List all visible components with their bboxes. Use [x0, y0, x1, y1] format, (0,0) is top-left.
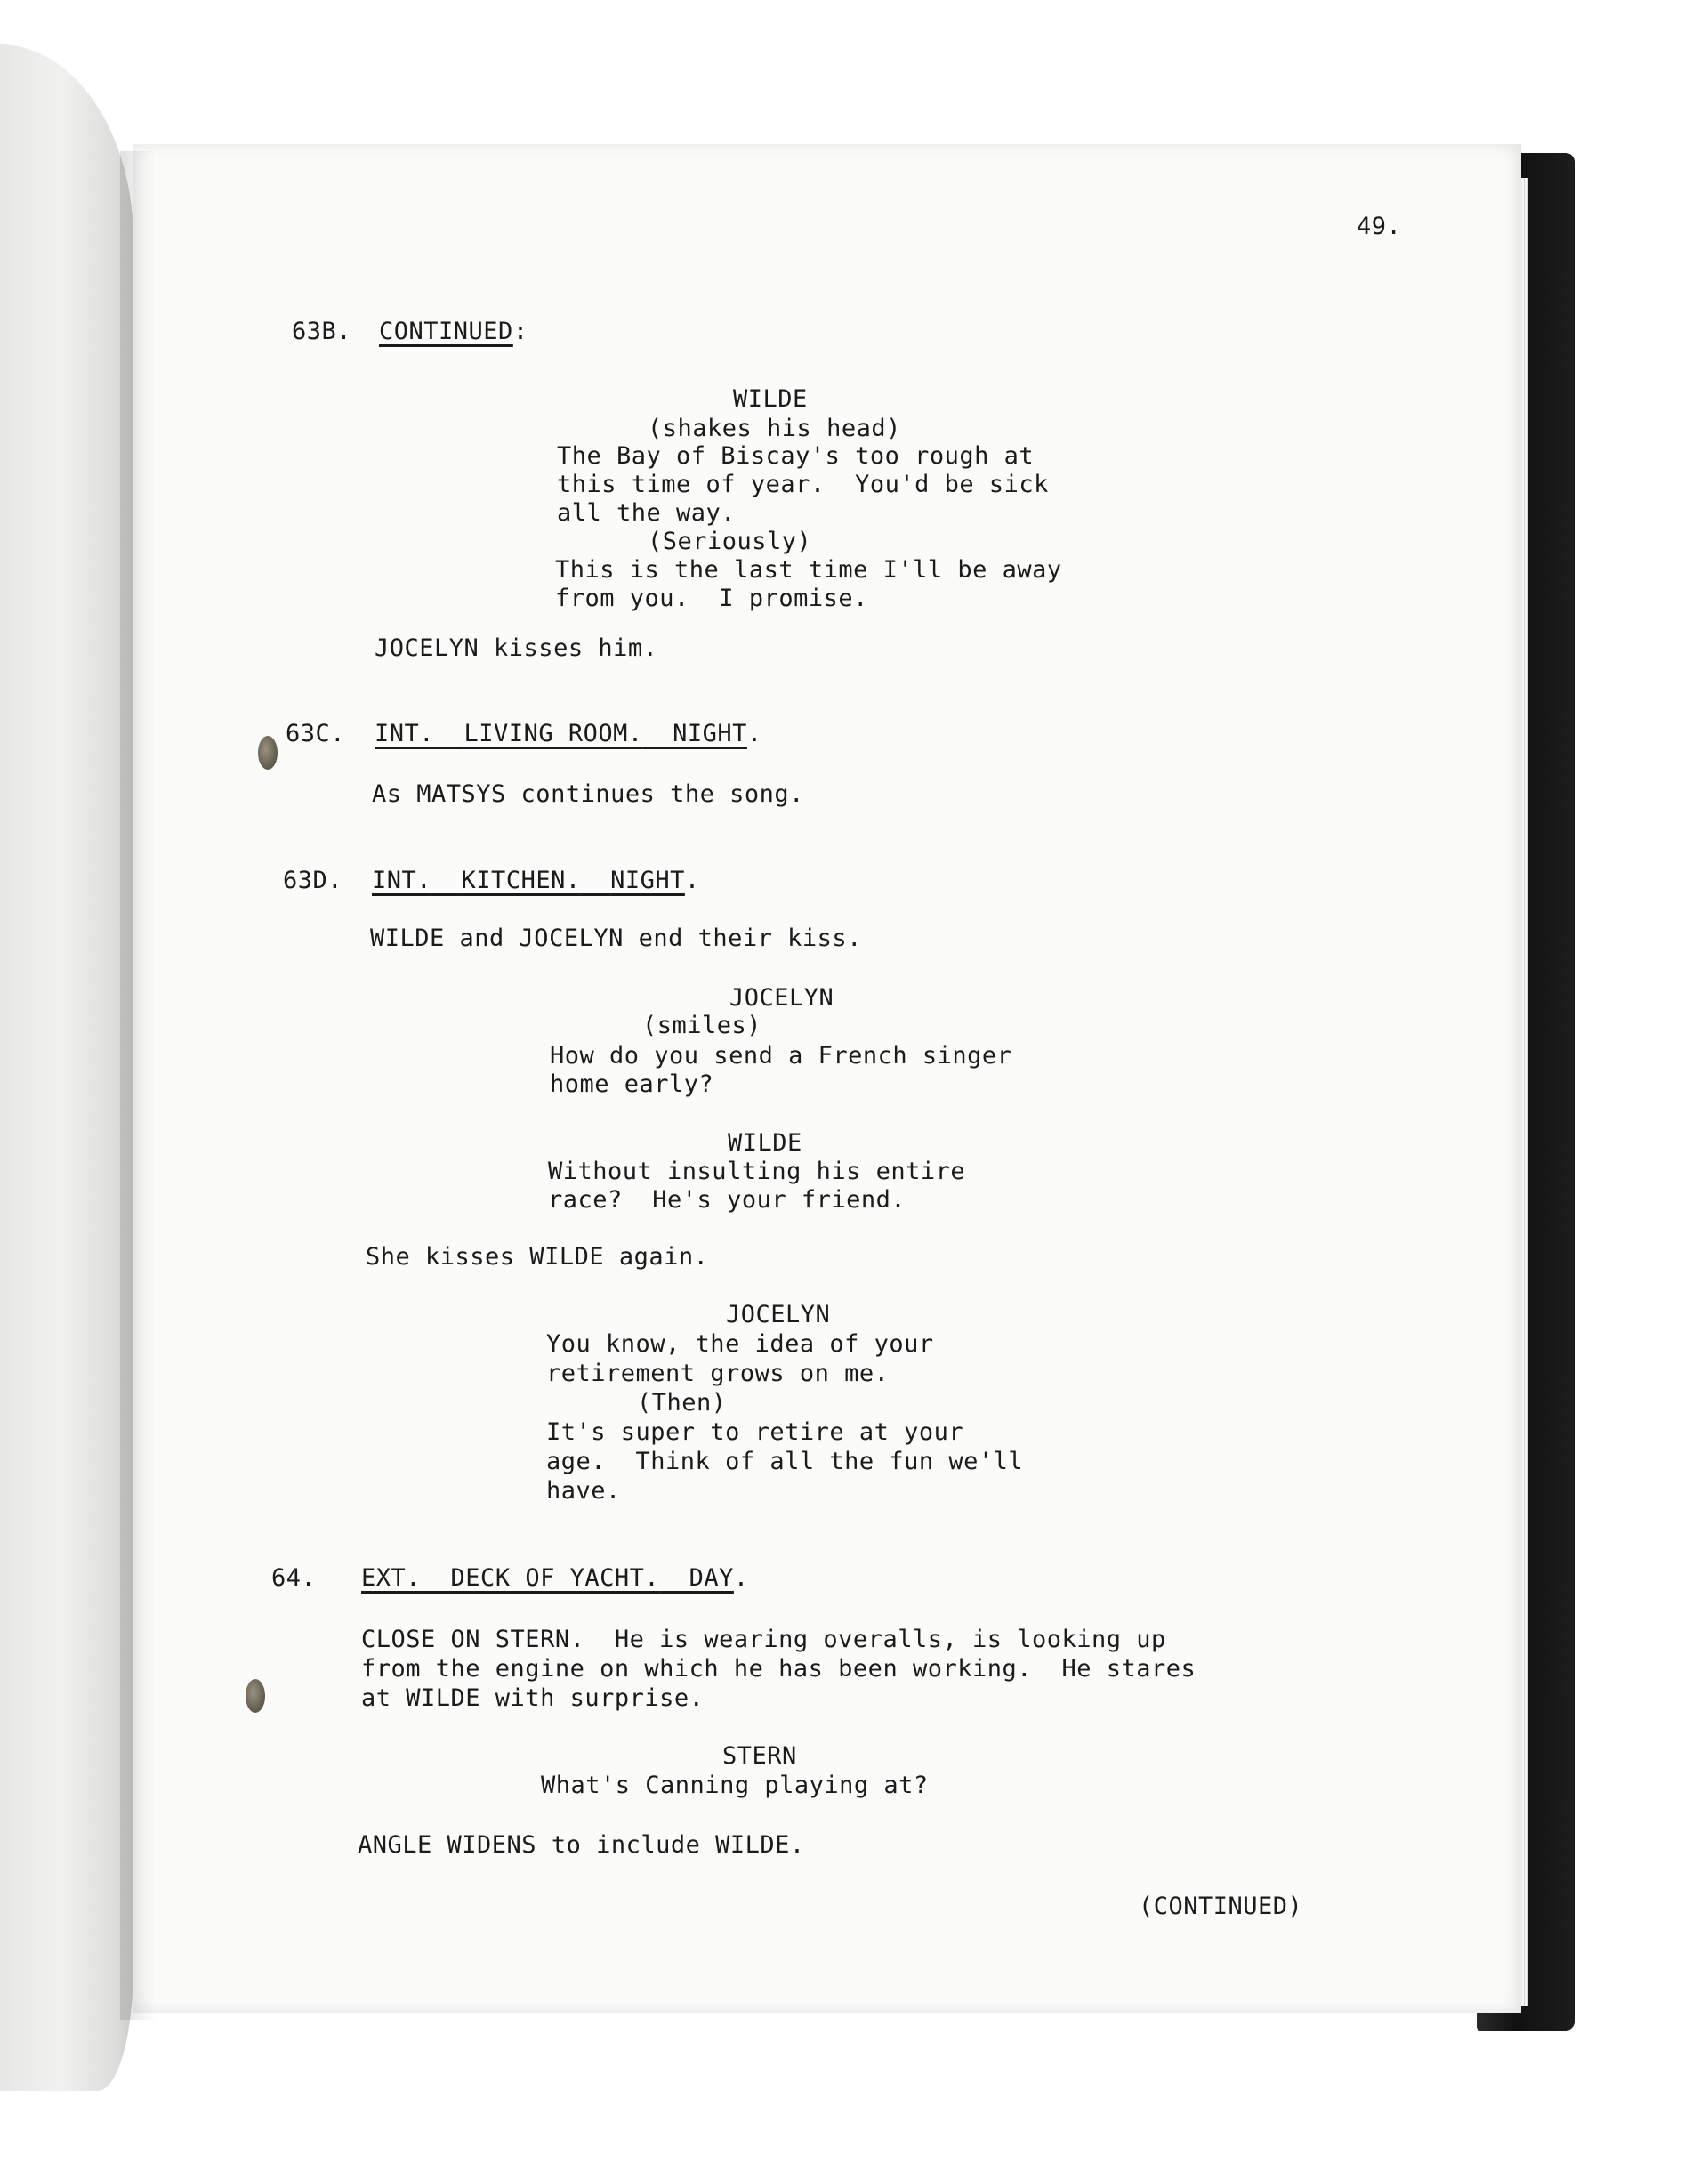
action-line: ANGLE WIDENS to include WILDE.	[358, 1831, 805, 1859]
action-line: from the engine on which he has been working. He stares	[361, 1655, 1196, 1683]
parenthetical: (shakes his head)	[648, 415, 901, 442]
dialogue-line: How do you send a French singer	[550, 1042, 1012, 1070]
scene-heading: EXT. DECK OF YACHT. DAY.	[361, 1564, 749, 1592]
punch-hole	[258, 736, 278, 770]
dialogue-line: have.	[546, 1477, 621, 1505]
scene-number: 63C.	[286, 720, 346, 747]
dialogue-line: home early?	[550, 1070, 714, 1098]
continued-footer: (CONTINUED)	[1139, 1893, 1303, 1920]
dialogue-line: this time of year. You'd be sick	[557, 471, 1049, 498]
dialogue-line: age. Think of all the fun we'll	[546, 1448, 1024, 1475]
action-line: CLOSE ON STERN. He is wearing overalls, is looking up	[361, 1626, 1166, 1653]
character-cue: WILDE	[728, 1129, 802, 1157]
action-line: She kisses WILDE again.	[366, 1243, 709, 1271]
scene-heading: CONTINUED:	[379, 318, 528, 345]
gutter-shadow	[120, 151, 156, 2020]
action-line: As MATSYS continues the song.	[372, 780, 804, 808]
character-cue: JOCELYN	[729, 984, 834, 1012]
scene-number: 64.	[271, 1564, 317, 1592]
parenthetical: (Seriously)	[648, 528, 812, 555]
dialogue-line: retirement grows on me.	[546, 1360, 890, 1387]
dialogue-line: This is the last time I'll be away	[555, 556, 1062, 584]
page-number: 49.	[1357, 213, 1402, 240]
scene-number: 63B.	[292, 318, 352, 345]
scene-number: 63D.	[283, 867, 343, 894]
parenthetical: (Then)	[637, 1389, 727, 1417]
action-line: at WILDE with surprise.	[361, 1684, 705, 1712]
dialogue-line: race? He's your friend.	[548, 1186, 906, 1214]
facing-page	[0, 44, 133, 2091]
scene-heading: INT. KITCHEN. NIGHT.	[372, 867, 700, 894]
punch-hole	[246, 1679, 265, 1713]
dialogue-line: You know, the idea of your	[546, 1330, 934, 1358]
dialogue-line: from you. I promise.	[555, 585, 868, 612]
character-cue: WILDE	[733, 385, 808, 413]
dialogue-line: What's Canning playing at?	[541, 1772, 929, 1799]
character-cue: STERN	[722, 1742, 797, 1770]
dialogue-line: The Bay of Biscay's too rough at	[557, 442, 1035, 470]
parenthetical: (smiles)	[642, 1012, 762, 1039]
action-line: JOCELYN kisses him.	[375, 634, 658, 662]
character-cue: JOCELYN	[726, 1301, 831, 1328]
dialogue-line: Without insulting his entire	[548, 1158, 966, 1185]
dialogue-line: all the way.	[557, 499, 737, 527]
dialogue-line: It's super to retire at your	[546, 1418, 964, 1446]
scene-heading: INT. LIVING ROOM. NIGHT.	[375, 720, 762, 747]
action-line: WILDE and JOCELYN end their kiss.	[370, 924, 862, 952]
